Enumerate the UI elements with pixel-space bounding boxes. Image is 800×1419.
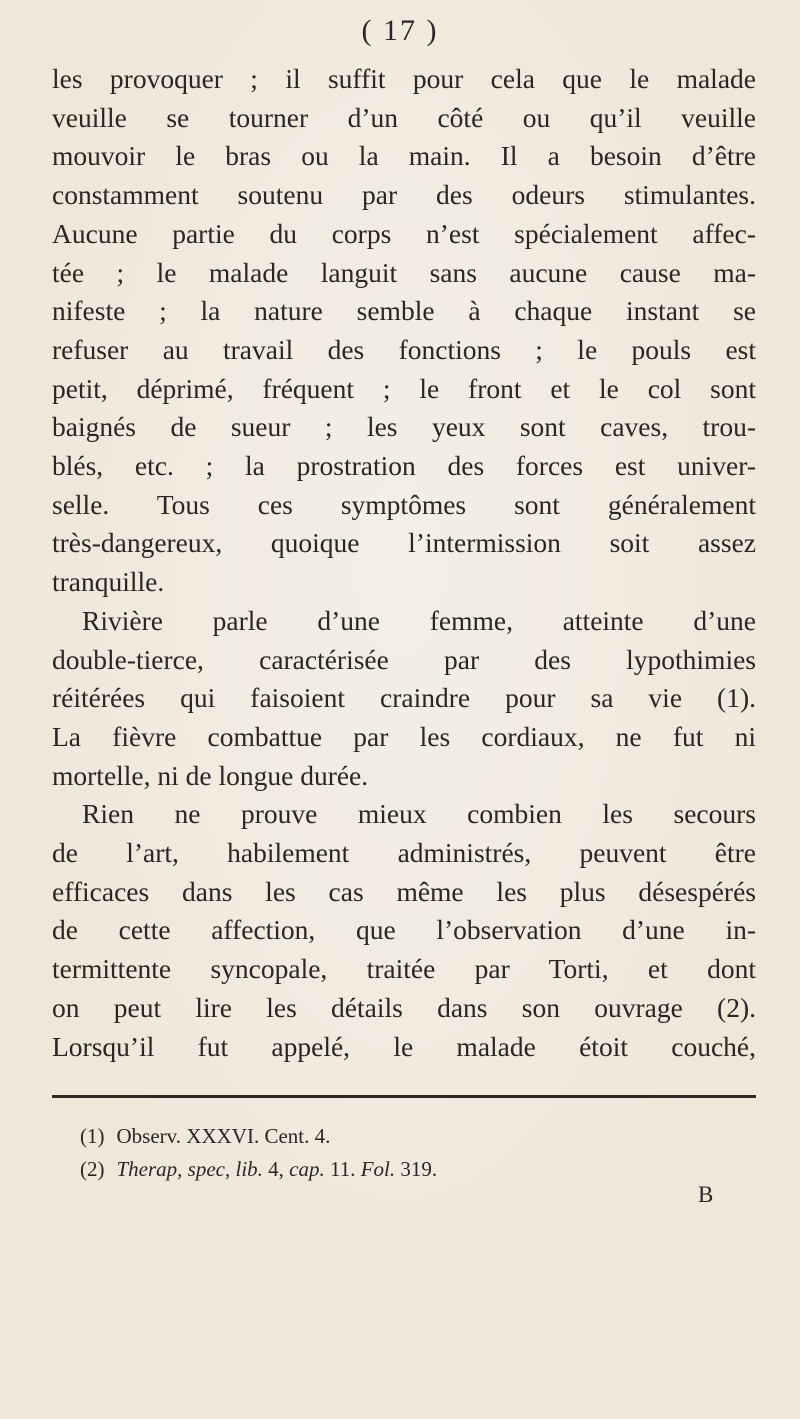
text-line: efficaces dans les cas même les plus désespérés: [52, 875, 756, 907]
text-line: refuser au travail des fonctions ; le pouls est: [52, 333, 756, 365]
text-line: de l’art, habilement administrés, peuvent être: [52, 837, 756, 869]
text-line: Lorsqu’il fut appelé, le malade étoit couché,: [52, 1030, 756, 1062]
text-line: les provoquer ; il suffit pour cela que le malade: [52, 63, 756, 94]
footnote-italic: cap.: [289, 1157, 325, 1181]
text-line: mouvoir le bras ou la main. Il a besoin d’être: [52, 140, 756, 172]
text-line: selle. Tous ces symptômes sont généralement: [52, 488, 756, 520]
text-line: mortelle, ni de longue durée.: [52, 759, 369, 791]
footnote-mark: (1): [80, 1124, 105, 1148]
text-line: constamment soutenu par des odeurs stimulantes.: [52, 179, 756, 211]
text-line: Rivière parle d’une femme, atteinte d’une: [82, 604, 756, 636]
text-line: tée ; le malade languit sans aucune cause ma-: [52, 256, 756, 288]
text-line: double-tierce, caractérisée par des lypothimies: [52, 643, 756, 675]
footnote-1: [80, 1120, 760, 1153]
text-line: blés, etc. ; la prostration des forces est univer-: [52, 450, 756, 482]
text-line: réitérées qui faisoient craindre pour sa vie (1).: [52, 682, 756, 714]
body-text: [52, 60, 756, 1066]
text-line: petit, déprimé, fréquent ; le front et le col sont: [52, 372, 756, 404]
text-line: baignés de sueur ; les yeux sont caves, trou-: [52, 411, 756, 443]
text-line: Rien ne prouve mieux combien les secours: [82, 798, 756, 830]
footnote-italic: Therap, spec, lib.: [116, 1157, 263, 1181]
text-line: La fièvre combattue par les cordiaux, ne fut ni: [52, 720, 756, 752]
text-line: tranquille.: [52, 566, 165, 598]
footnote-text: Observ. XXXVI. Cent. 4.: [116, 1124, 331, 1148]
footnote-text: 11.: [324, 1157, 361, 1181]
text-line: termittente syncopale, traitée par Torti, et dont: [52, 953, 756, 985]
footnote-text: 319.: [395, 1157, 438, 1181]
text-line: de cette affection, que l’observation d’une in-: [52, 914, 756, 946]
footnote-text: 4,: [262, 1157, 290, 1181]
footnote-mark: (2): [80, 1157, 105, 1181]
text-line: nifeste ; la nature semble à chaque instant se: [52, 295, 756, 327]
footnote-italic: Fol.: [360, 1157, 396, 1181]
text-line: Aucune partie du corps n’est spécialement affec-: [52, 217, 756, 249]
footnote-rule: [52, 1095, 756, 1098]
signature-mark: B: [698, 1182, 714, 1207]
footnote-2: [80, 1153, 760, 1186]
footnotes: [80, 1120, 760, 1186]
text-line: très-dangereux, quoique l’intermission soit assez: [52, 527, 756, 559]
page-number: ( 17 ): [361, 14, 439, 47]
text-line: veuille se tourner d’un côté ou qu’il veuille: [52, 101, 756, 133]
text-line: on peut lire les détails dans son ouvrage (2).: [52, 991, 756, 1023]
